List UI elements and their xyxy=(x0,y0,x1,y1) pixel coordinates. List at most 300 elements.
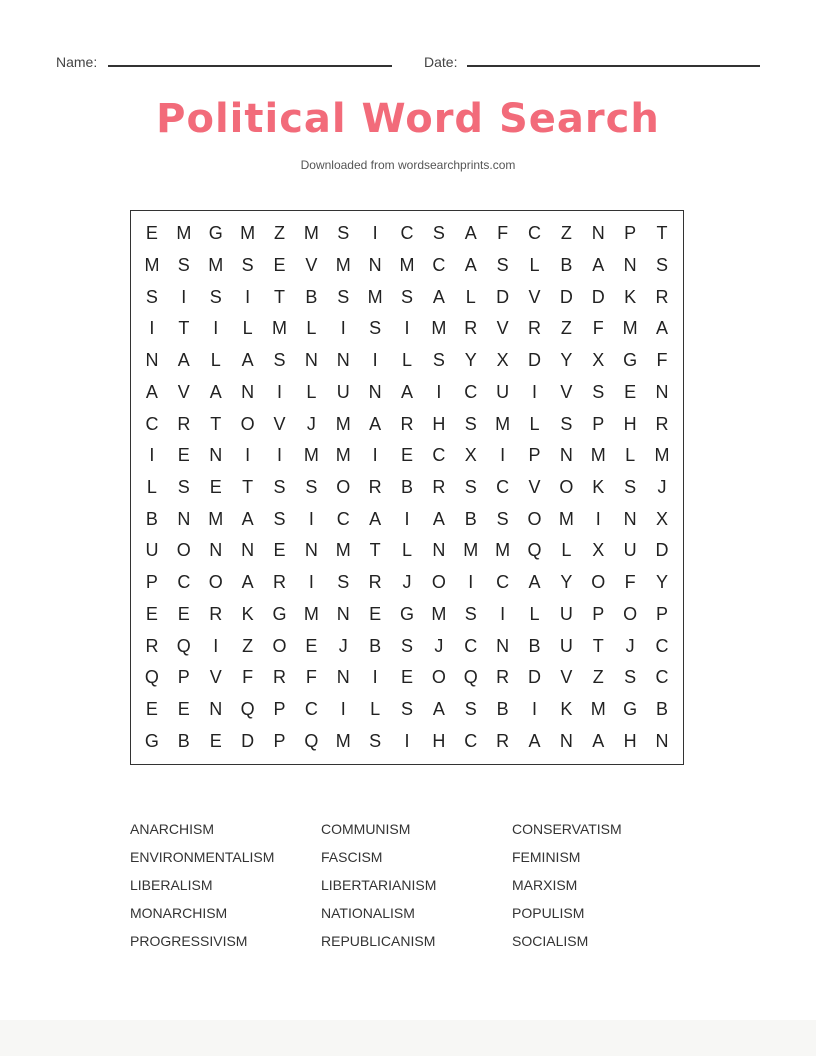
grid-cell: Y xyxy=(560,350,573,371)
grid-cell: A xyxy=(241,350,254,371)
grid-cell: P xyxy=(145,572,158,593)
grid-cell: G xyxy=(208,223,223,244)
grid-cell: M xyxy=(367,286,383,307)
grid-cell: G xyxy=(623,350,638,371)
grid-cell: T xyxy=(656,223,668,244)
source-note: Downloaded from wordsearchprints.com xyxy=(300,158,516,172)
word-list xyxy=(130,818,690,958)
grid-cell: V xyxy=(273,413,286,434)
grid-cell: O xyxy=(208,572,223,593)
grid-cell: D xyxy=(496,286,510,307)
grid-cell: X xyxy=(592,540,605,561)
grid-cell: I xyxy=(245,286,251,307)
grid-cell: U xyxy=(623,540,637,561)
grid-cell: T xyxy=(273,286,285,307)
grid-cell: L xyxy=(529,413,540,434)
grid-cell: A xyxy=(369,508,382,529)
grid-cell: E xyxy=(369,603,382,624)
grid-cell: C xyxy=(304,698,318,719)
grid-cell: H xyxy=(432,413,446,434)
grid-cell: E xyxy=(400,667,413,688)
grid-cell: L xyxy=(146,476,157,497)
grid-cell: M xyxy=(335,413,351,434)
grid-cell: Z xyxy=(273,223,285,244)
grid-cell: T xyxy=(242,476,254,497)
grid-cell: M xyxy=(495,540,511,561)
grid-cell: N xyxy=(655,730,669,751)
grid-cell: M xyxy=(335,445,351,466)
name-label: Name: xyxy=(56,54,98,70)
grid-cell: I xyxy=(372,667,378,688)
page-title: Political Word Search xyxy=(156,96,660,142)
grid-cell: E xyxy=(273,255,286,276)
grid-cell: E xyxy=(624,381,637,402)
grid-cell: M xyxy=(335,255,351,276)
grid-cell: X xyxy=(656,508,669,529)
grid-cell: S xyxy=(432,223,445,244)
grid-cell: F xyxy=(497,223,509,244)
grid-cell: K xyxy=(241,603,254,624)
grid-cell: S xyxy=(369,318,382,339)
grid-cell: D xyxy=(559,286,573,307)
grid-cell: C xyxy=(528,223,542,244)
grid-cell: A xyxy=(241,572,254,593)
grid-cell: P xyxy=(656,603,669,624)
grid-cell: I xyxy=(372,350,378,371)
grid-cell: O xyxy=(431,667,446,688)
grid-cell: S xyxy=(464,476,477,497)
grid-cell: N xyxy=(623,255,637,276)
grid-cell: A xyxy=(528,572,541,593)
grid-cell: S xyxy=(464,698,477,719)
grid-cell: J xyxy=(402,572,412,593)
grid-cell: A xyxy=(464,223,477,244)
grid-cell: A xyxy=(528,730,541,751)
grid-cell: N xyxy=(177,508,191,529)
grid-cell: M xyxy=(303,603,319,624)
grid-cell: U xyxy=(559,635,573,656)
grid-cell: V xyxy=(209,667,222,688)
word-list-item: MONARCHISM xyxy=(130,905,228,921)
grid-cell: Q xyxy=(240,698,255,719)
word-list-item: PROGRESSIVISM xyxy=(130,933,248,949)
grid-cell: A xyxy=(400,381,413,402)
grid-cell: S xyxy=(305,476,318,497)
grid-cell: U xyxy=(559,603,573,624)
grid-cell: S xyxy=(400,698,413,719)
grid-cell: R xyxy=(209,603,223,624)
word-list-item: ENVIRONMENTALISM xyxy=(130,849,275,865)
grid-cell: N xyxy=(209,698,223,719)
grid-cell: S xyxy=(177,476,190,497)
grid-cell: R xyxy=(272,572,286,593)
grid-cell: R xyxy=(528,318,542,339)
word-list-item: LIBERALISM xyxy=(130,877,213,893)
grid-cell: L xyxy=(465,286,476,307)
header-fields xyxy=(56,52,760,74)
grid-cell: R xyxy=(496,667,510,688)
word-list-item: CONSERVATISM xyxy=(512,821,622,837)
grid-cell: I xyxy=(149,318,155,339)
grid-cell: K xyxy=(560,698,573,719)
grid-cell: M xyxy=(335,540,351,561)
grid-cell: S xyxy=(400,635,413,656)
grid-cell: E xyxy=(209,476,222,497)
grid-cell: N xyxy=(368,381,382,402)
grid-cell: D xyxy=(591,286,605,307)
grid-cell: C xyxy=(655,667,669,688)
grid-cell: N xyxy=(591,223,605,244)
grid-cell: J xyxy=(338,635,348,656)
grid-cell: P xyxy=(273,730,286,751)
grid-cell: L xyxy=(529,255,540,276)
grid-cell: P xyxy=(592,603,605,624)
grid-cell: G xyxy=(623,698,638,719)
grid-cell: S xyxy=(145,286,158,307)
grid-cell: R xyxy=(177,413,191,434)
grid-cell: O xyxy=(559,476,574,497)
grid-cell: J xyxy=(306,413,316,434)
grid-cell: A xyxy=(464,255,477,276)
grid-cell: J xyxy=(625,635,635,656)
grid-cell: N xyxy=(241,540,255,561)
grid-cell: S xyxy=(369,730,382,751)
grid-cell: G xyxy=(144,730,159,751)
grid-cell: A xyxy=(432,508,445,529)
grid-cell: I xyxy=(308,572,314,593)
grid-cell: P xyxy=(528,445,541,466)
grid-cell: D xyxy=(528,667,542,688)
name-line[interactable] xyxy=(108,65,392,67)
grid-cell: M xyxy=(240,223,256,244)
word-list-item: MARXISM xyxy=(512,877,578,893)
grid-cell: Q xyxy=(527,540,542,561)
grid-cell: L xyxy=(306,318,317,339)
grid-cell: I xyxy=(213,635,219,656)
grid-cell: F xyxy=(242,667,254,688)
word-list-item: SOCIALISM xyxy=(512,933,589,949)
grid-cell: R xyxy=(368,476,382,497)
grid-cell: R xyxy=(655,413,669,434)
grid-cell: H xyxy=(432,730,446,751)
grid-cell: M xyxy=(335,730,351,751)
grid-cell: E xyxy=(145,223,158,244)
grid-cell: I xyxy=(181,286,187,307)
grid-cell: C xyxy=(432,445,446,466)
grid-cell: G xyxy=(272,603,287,624)
grid-cell: B xyxy=(369,635,382,656)
letter-grid xyxy=(130,210,684,765)
grid-cell: K xyxy=(624,286,637,307)
grid-cell: N xyxy=(655,381,669,402)
grid-cell: I xyxy=(595,508,601,529)
grid-cell: L xyxy=(529,603,540,624)
grid-cell: N xyxy=(304,540,318,561)
grid-cell: A xyxy=(656,318,669,339)
grid-cell: I xyxy=(276,445,282,466)
grid-cell: O xyxy=(623,603,638,624)
grid-cell: Z xyxy=(242,635,254,656)
grid-cell: M xyxy=(271,318,287,339)
grid-cell: Q xyxy=(144,667,159,688)
word-list-item: REPUBLICANISM xyxy=(321,933,436,949)
grid-cell: L xyxy=(561,540,572,561)
grid-cell: E xyxy=(305,635,318,656)
grid-cell: M xyxy=(590,698,606,719)
grid-cell: I xyxy=(436,381,442,402)
grid-cell: I xyxy=(532,381,538,402)
grid-cell: E xyxy=(145,698,158,719)
date-label: Date: xyxy=(424,54,458,70)
grid-cell: R xyxy=(432,476,446,497)
grid-cell: M xyxy=(590,445,606,466)
word-list-item: POPULISM xyxy=(512,905,585,921)
grid-cell: S xyxy=(624,476,637,497)
grid-cell: M xyxy=(208,255,224,276)
word-list-item: FEMINISM xyxy=(512,849,581,865)
grid-cell: U xyxy=(496,381,510,402)
grid-cell: X xyxy=(464,445,477,466)
grid-cell: M xyxy=(176,223,192,244)
grid-cell: S xyxy=(209,286,222,307)
grid-cell: V xyxy=(528,476,541,497)
grid-cell: Q xyxy=(176,635,191,656)
grid-cell: C xyxy=(496,572,510,593)
grid-cell: C xyxy=(464,381,478,402)
grid-cell: A xyxy=(432,286,445,307)
grid-cell: V xyxy=(528,286,541,307)
grid-cell: V xyxy=(496,318,509,339)
grid-cell: B xyxy=(528,635,541,656)
grid-cell: O xyxy=(336,476,351,497)
grid-cell: I xyxy=(213,318,219,339)
grid-cell: C xyxy=(336,508,350,529)
grid-cell: S xyxy=(337,572,350,593)
grid-cell: M xyxy=(463,540,479,561)
grid-cell: T xyxy=(178,318,190,339)
grid-cell: N xyxy=(336,667,350,688)
grid-cell: M xyxy=(303,445,319,466)
grid-cell: M xyxy=(303,223,319,244)
grid-cell: A xyxy=(177,350,190,371)
grid-cell: Y xyxy=(560,572,573,593)
grid-cell: I xyxy=(245,445,251,466)
grid-cell: N xyxy=(496,635,510,656)
grid-cell: Y xyxy=(656,572,669,593)
grid-cell: I xyxy=(372,445,378,466)
grid-cell: M xyxy=(558,508,574,529)
grid-cell: E xyxy=(177,445,190,466)
word-list-item: NATIONALISM xyxy=(321,905,415,921)
grid-cell: X xyxy=(592,350,605,371)
grid-cell: B xyxy=(145,508,158,529)
grid-cell: J xyxy=(657,476,667,497)
grid-cell: F xyxy=(624,572,636,593)
grid-cell: L xyxy=(242,318,253,339)
grid-cell: B xyxy=(177,730,190,751)
grid-cell: M xyxy=(144,255,160,276)
grid-cell: B xyxy=(496,698,509,719)
grid-cell: A xyxy=(432,698,445,719)
grid-cell: O xyxy=(176,540,191,561)
grid-cell: A xyxy=(145,381,158,402)
grid-cell: L xyxy=(625,445,636,466)
grid-cell: A xyxy=(241,508,254,529)
grid-cell: L xyxy=(306,381,317,402)
grid-cell: B xyxy=(305,286,318,307)
footer-band xyxy=(0,1020,816,1056)
grid-cell: H xyxy=(623,413,637,434)
grid-cell: S xyxy=(337,286,350,307)
grid-cell: I xyxy=(149,445,155,466)
grid-cell: I xyxy=(372,223,378,244)
grid-cell: N xyxy=(145,350,159,371)
grid-cell: R xyxy=(145,635,159,656)
grid-cell: D xyxy=(655,540,669,561)
grid-cell: D xyxy=(241,730,255,751)
grid-cell: H xyxy=(623,730,637,751)
grid-cell: T xyxy=(592,635,604,656)
grid-cell: N xyxy=(336,603,350,624)
grid-cell: Z xyxy=(592,667,604,688)
grid-cell: E xyxy=(209,730,222,751)
grid-cell: B xyxy=(400,476,413,497)
word-list-item: ANARCHISM xyxy=(130,821,215,837)
grid-cell: E xyxy=(273,540,286,561)
grid-cell: P xyxy=(273,698,286,719)
grid-cell: M xyxy=(431,318,447,339)
grid-cell: C xyxy=(655,635,669,656)
grid-cell: N xyxy=(368,255,382,276)
grid-cell: A xyxy=(369,413,382,434)
grid-cell: E xyxy=(400,445,413,466)
grid-cell: C xyxy=(432,255,446,276)
grid-cell: S xyxy=(337,223,350,244)
grid-cell: U xyxy=(336,381,350,402)
grid-cell: S xyxy=(273,350,286,371)
grid-cell: I xyxy=(308,508,314,529)
grid-cell: S xyxy=(177,255,190,276)
grid-cell: Y xyxy=(464,350,477,371)
grid-cell: S xyxy=(464,413,477,434)
grid-cell: C xyxy=(145,413,159,434)
grid-cell: S xyxy=(496,255,509,276)
grid-cell: D xyxy=(528,350,542,371)
grid-cell: L xyxy=(401,350,412,371)
grid-cell: N xyxy=(209,445,223,466)
grid-cell: S xyxy=(273,476,286,497)
grid-cell: V xyxy=(560,667,573,688)
grid-cell: M xyxy=(654,445,670,466)
grid-cell: F xyxy=(305,667,317,688)
grid-cell: O xyxy=(527,508,542,529)
grid-cell: M xyxy=(399,255,415,276)
grid-cell: V xyxy=(177,381,190,402)
grid-cell: V xyxy=(560,381,573,402)
grid-cell: C xyxy=(400,223,414,244)
grid-cell: F xyxy=(592,318,604,339)
grid-cell: P xyxy=(592,413,605,434)
grid-cell: N xyxy=(559,445,573,466)
grid-cell: N xyxy=(559,730,573,751)
grid-cell: A xyxy=(209,381,222,402)
grid-cell: S xyxy=(592,381,605,402)
grid-cell: R xyxy=(400,413,414,434)
grid-cell: G xyxy=(399,603,414,624)
grid-cell: N xyxy=(623,508,637,529)
grid-cell: T xyxy=(210,413,222,434)
grid-cell: S xyxy=(273,508,286,529)
grid-cell: X xyxy=(496,350,509,371)
grid-cell: P xyxy=(624,223,637,244)
grid-cell: R xyxy=(496,730,510,751)
word-list-item: LIBERTARIANISM xyxy=(321,877,437,893)
grid-cell: M xyxy=(431,603,447,624)
grid-cell: S xyxy=(241,255,254,276)
grid-cell: R xyxy=(655,286,669,307)
grid-cell: N xyxy=(432,540,446,561)
grid-cell: U xyxy=(145,540,159,561)
grid-cell: A xyxy=(592,255,605,276)
grid-cell: S xyxy=(560,413,573,434)
grid-cell: R xyxy=(464,318,478,339)
grid-cell: J xyxy=(434,635,444,656)
grid-cell: F xyxy=(656,350,668,371)
grid-cell: L xyxy=(210,350,221,371)
grid-cell: S xyxy=(464,603,477,624)
grid-cell: C xyxy=(464,635,478,656)
grid-cell: B xyxy=(656,698,669,719)
grid-cell: I xyxy=(276,381,282,402)
grid-cell: S xyxy=(400,286,413,307)
grid-cell: P xyxy=(177,667,190,688)
grid-cell: N xyxy=(241,381,255,402)
grid-cell: Z xyxy=(560,223,572,244)
grid-cell: N xyxy=(209,540,223,561)
grid-cell: I xyxy=(500,445,506,466)
grid-cell: C xyxy=(464,730,478,751)
grid-cell: E xyxy=(145,603,158,624)
grid-cell: E xyxy=(177,698,190,719)
grid-cell: C xyxy=(496,476,510,497)
grid-cell: M xyxy=(208,508,224,529)
grid-cell: I xyxy=(468,572,474,593)
grid-cell: R xyxy=(368,572,382,593)
grid-cell: M xyxy=(622,318,638,339)
grid-cell: I xyxy=(532,698,538,719)
grid-cell: O xyxy=(240,413,255,434)
word-list-item: COMMUNISM xyxy=(321,821,411,837)
date-line[interactable] xyxy=(467,65,760,67)
grid-cell: V xyxy=(305,255,318,276)
grid-cell: Z xyxy=(560,318,572,339)
grid-cell: I xyxy=(404,318,410,339)
grid-cell: B xyxy=(560,255,573,276)
grid-cell: T xyxy=(369,540,381,561)
grid-cell: K xyxy=(592,476,605,497)
grid-cell: L xyxy=(370,698,381,719)
grid-cell: S xyxy=(624,667,637,688)
grid-cell: I xyxy=(404,730,410,751)
grid-cell: O xyxy=(272,635,287,656)
grid-cell: I xyxy=(404,508,410,529)
grid-cell: O xyxy=(431,572,446,593)
grid-cell: S xyxy=(496,508,509,529)
grid-cell: M xyxy=(495,413,511,434)
grid-cell: Q xyxy=(463,667,478,688)
grid-cell: R xyxy=(272,667,286,688)
grid-cell: C xyxy=(177,572,191,593)
